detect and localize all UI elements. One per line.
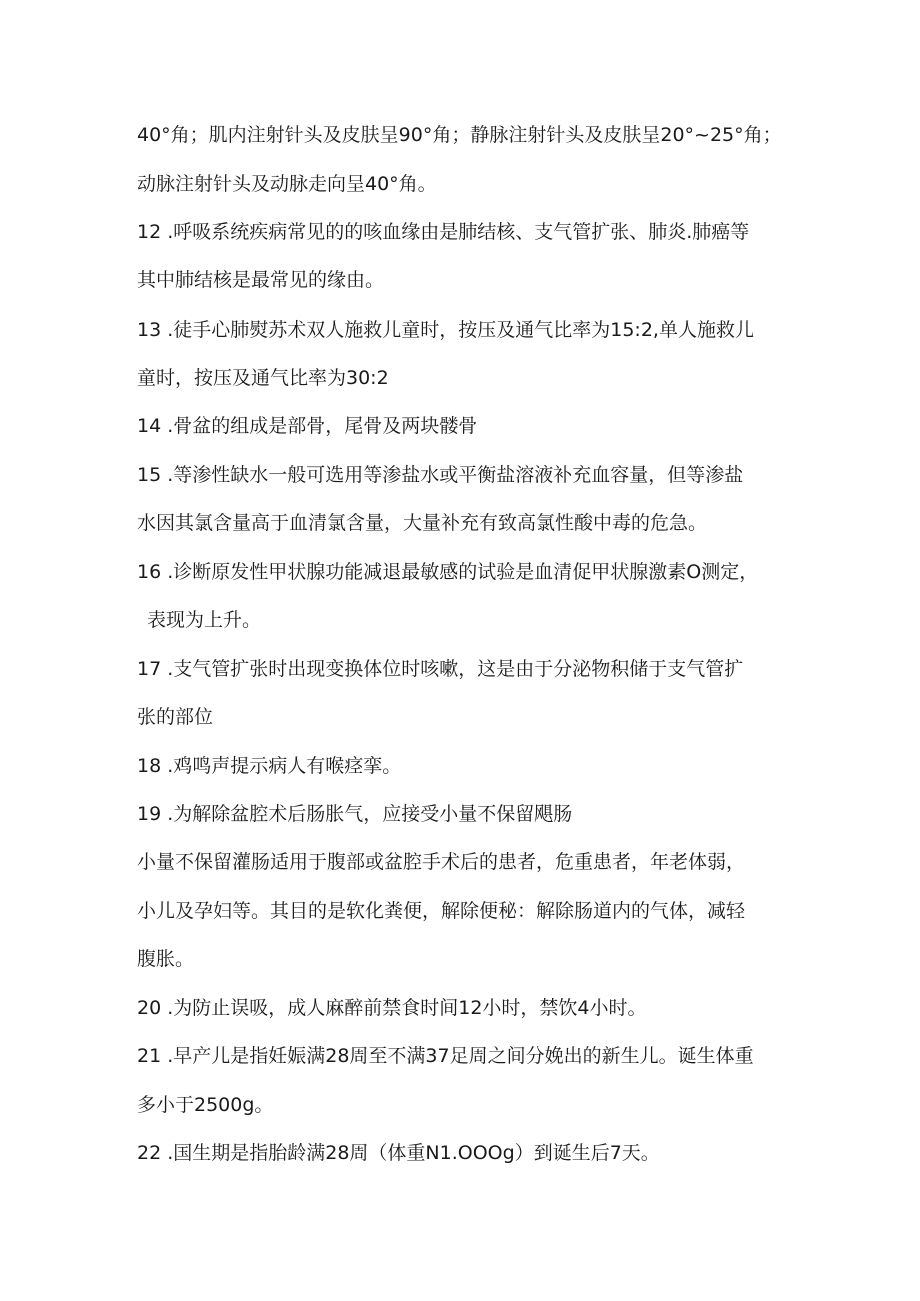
text-line: 40°角；肌内注射针头及皮肤呈90°角；静脉注射针头及皮肤呈20°~25°角；: [137, 124, 782, 146]
item-16: 16 .诊断原发性甲状腺功能减退最敏感的试验是血清促甲状腺激素O测定，: [137, 561, 759, 583]
item-15: 15 .等渗性缺水一般可选用等渗盐水或平衡盐溶液补充血容量，但等渗盐: [137, 464, 744, 486]
text-line: 多小于2500g。: [137, 1094, 274, 1116]
item-14: 14 .骨盆的组成是部骨，尾骨及两块髅骨: [137, 415, 478, 437]
text-line: 水因其氯含量高于血清氯含量，大量补充有致高氯性酸中毒的危急。: [137, 512, 708, 534]
text-line: 小儿及孕妇等。其目的是软化粪便，解除便秘：解除肠道内的气体，减轻: [137, 900, 746, 922]
item-17: 17 .支气管扩张时出现变换体位时咳嗽，这是由于分泌物积储于支气管扩: [137, 658, 744, 680]
item-22: 22 .国生期是指胎龄满28周（体重N1.OOOg）到诞生后7天。: [137, 1142, 660, 1164]
item-13: 13 .徒手心肺熨苏术双人施救儿童时，按压及通气比率为15:2,单人施救儿: [137, 319, 754, 341]
item-19: 19 .为解除盆腔术后肠胀气，应接受小量不保留飓肠: [137, 803, 573, 825]
text-line: 童时，按压及通气比率为30:2: [137, 367, 389, 389]
text-line: 动脉注射针头及动脉走向呈40°角。: [137, 173, 437, 195]
item-20: 20 .为防止误吸，成人麻醉前禁食时间12小时，禁饮4小时。: [137, 997, 647, 1019]
text-line: 表现为上升。: [147, 609, 262, 631]
item-18: 18 .鸡鸣声提示病人有喉痉挛。: [137, 755, 402, 777]
item-12: 12 .呼吸系统疾病常见的的咳血缘由是肺结核、支气管扩张、肺炎.肺癌等: [137, 221, 750, 243]
item-21: 21 .早产儿是指妊娠满28周至不满37足周之间分娩出的新生儿。诞生体重: [137, 1045, 754, 1067]
text-line: 小量不保留灌肠适用于腹部或盆腔手术后的患者，危重患者，年老体弱，: [137, 851, 746, 873]
text-line: 其中肺结核是最常见的缘由。: [137, 269, 385, 291]
text-line: 张的部位: [137, 706, 214, 728]
text-line: 腹胀。: [137, 948, 195, 970]
